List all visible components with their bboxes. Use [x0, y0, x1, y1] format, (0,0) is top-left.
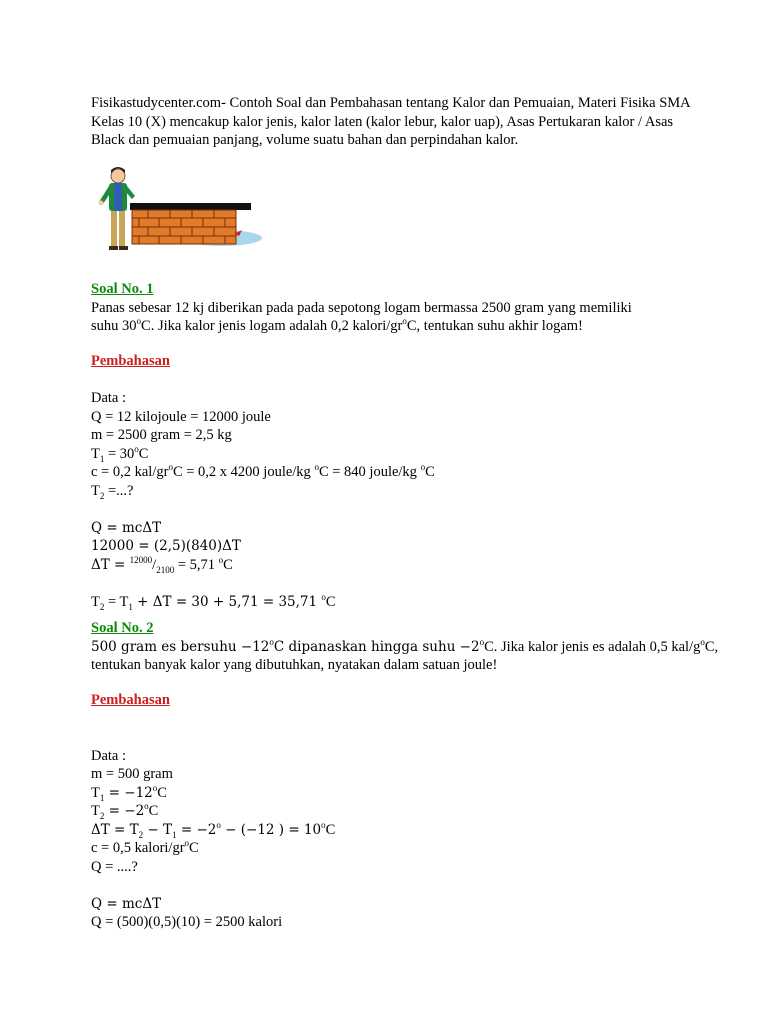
data-line: m = 500 gram	[91, 766, 173, 782]
data-label: Data :	[91, 747, 127, 764]
data-line: $T_2 = -2^oC$	[91, 801, 159, 821]
pembahasan-2-heading: Pembahasan	[91, 692, 170, 708]
data-line: Q = 12 kilojoule = 12000 joule	[91, 408, 271, 425]
soal-2-question-line-1: 500 gram es bersuhu $-12^oC$ dipanaskan hingga suhu $-2^oC$. Jika kalor jenis es adalah 0,5 kal/$g^oC$,	[91, 636, 719, 655]
data-line: c = 0,2 kal/$gr^oC = 0,2$ x 4200 joule/kg $^o$C = 840 joule/kg $^o$C	[91, 462, 435, 480]
illustration-brick-wall-man	[92, 166, 267, 256]
soal-2-heading: Soal No. 2	[91, 620, 154, 636]
data-line: c = 0,5 kalori/$gr^oC$	[91, 838, 199, 856]
soal-2-pembahasan	[91, 691, 701, 932]
soal-2-question-line-2: tentukan banyak kalor yang dibutuhkan, nyatakan dalam satuan joule!	[91, 657, 498, 673]
data-line: $T_1 = 30^oC$	[91, 443, 149, 464]
formula-line: Q = (500)(0,5)(10) = 2500 kalori	[91, 914, 283, 930]
data-line: $\Delta T = T_2 - T_1 = -2^o - (-12$ ) = $10^oC$	[91, 819, 336, 840]
soal-1-question-line-1: Panas sebesar 12 kj diberikan pada pada sepotong logam bermassa 2500 gram yang memiliki	[91, 299, 632, 316]
soal-1-pembahasan	[91, 352, 701, 611]
formula-line: Q = mcΔT	[91, 895, 162, 912]
data-label: Data :	[91, 390, 127, 406]
formula-line: $T_2 = T_1 + \Delta T = 30 + 5,71 = 35,71$ $^o$C	[91, 591, 336, 612]
soal-1-heading: Soal No. 1	[91, 281, 154, 297]
pembahasan-1-heading: Pembahasan	[91, 353, 170, 369]
data-line: $T_1 = -12^oC$	[91, 782, 167, 803]
data-line: m = 2500 gram = 2,5 kg	[91, 427, 232, 443]
intro-paragraph: Fisikastudycenter.com- Contoh Soal dan Pembahasan tentang Kalor dan Pemuaian, Materi Fisika SMA Kelas 10 (X) mencakup kalor jenis, kalor laten (kalor lebur, kalor uap), Asas Pertukaran kalor / Asas Black dan pemuaian panjang, volume suatu bahan dan perpindahan kalor.	[91, 95, 690, 148]
soal-2-section	[91, 619, 719, 675]
formula-line: Q = mcΔT	[91, 519, 162, 536]
soal-1-question-line-2: suhu 30$^o$C. Jika kalor jenis logam adalah 0,2 kalori/$gr^oC$, tentukan suhu akhir logam!	[91, 316, 583, 334]
data-line: $T_2$ =...?	[91, 482, 134, 501]
data-line: Q = ....?	[91, 858, 138, 875]
formula-line: $\Delta T = ^{12000}/_{2100} = 5,71$ $^o$C	[91, 554, 233, 575]
formula-line: 12000 = (2,5)(840)ΔT	[91, 538, 241, 554]
soal-1-section	[91, 280, 701, 336]
